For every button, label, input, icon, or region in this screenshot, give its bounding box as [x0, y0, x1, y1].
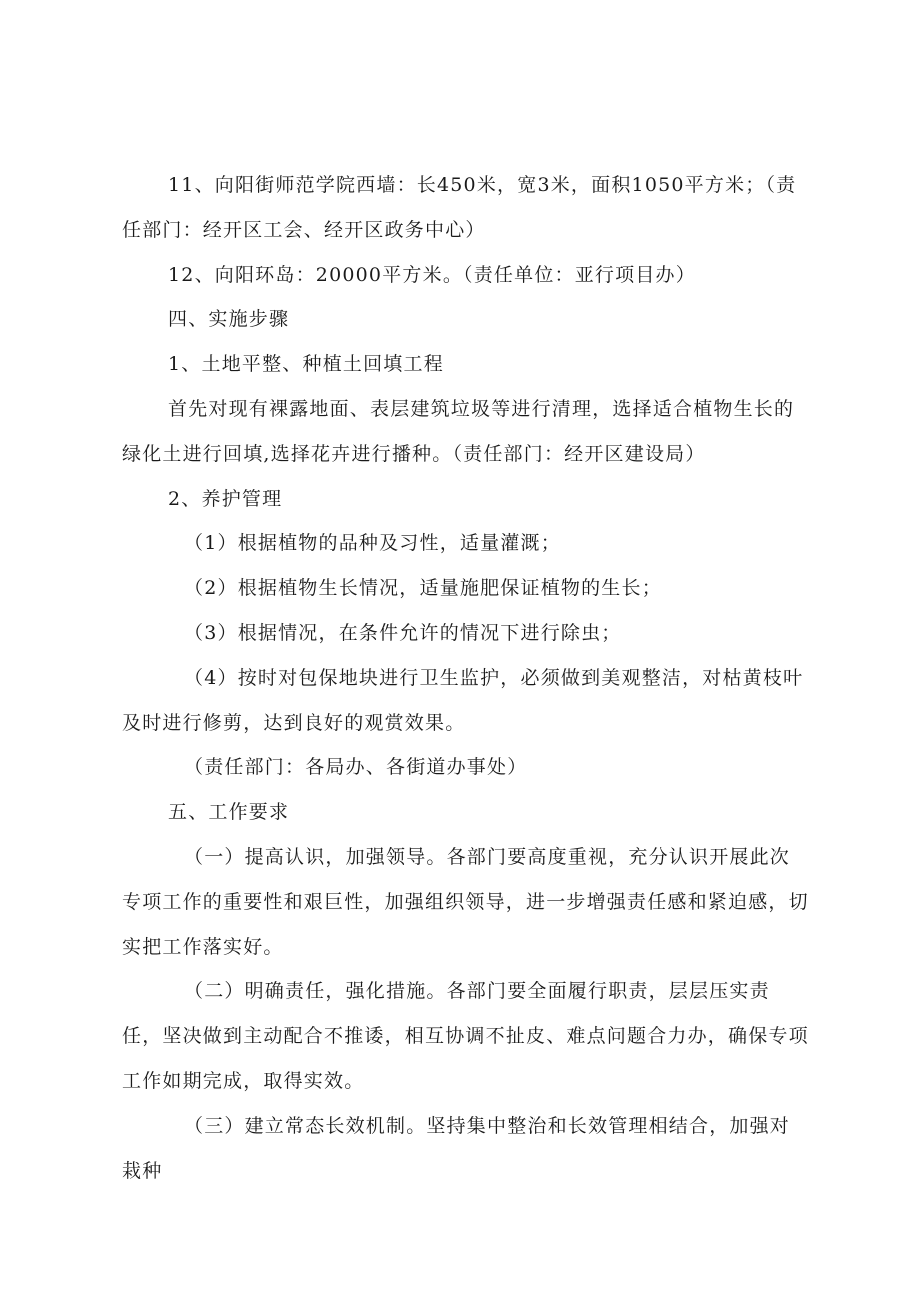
- section-4-heading: 四、实施步骤: [168, 308, 290, 331]
- requirement-3: （三）建立常态长效机制。坚持集中整治和长效管理相结合，加强对栽种: [122, 1114, 791, 1182]
- step-2-item-1: （1）根据植物的品种及习性，适量灌溉；: [184, 532, 561, 555]
- step-2-responsibility: （责任部门：各局办、各街道办事处）: [184, 756, 528, 779]
- step-2-item-3: （3）根据情况，在条件允许的情况下进行除虫；: [184, 621, 622, 644]
- requirement-2: （二）明确责任，强化措施。各部门要全面履行职责，层层压实责任，坚决做到主动配合不推诿，相互协调不扯皮、难点问题合力办，确保专项工作如期完成，取得实效。: [122, 980, 809, 1092]
- item-11-paragraph: 11、向阳街师范学院西墙：长450米，宽3米，面积1050平方米；（责任部门：经开区工会、经开区政务中心）: [122, 174, 797, 241]
- item-12-paragraph: 12、向阳环岛：20000平方米。（责任单位：亚行项目办）: [168, 263, 696, 286]
- step-1-body: 首先对现有裸露地面、表层建筑垃圾等进行清理，选择适合植物生长的绿化土进行回填,选择花卉进行播种。（责任部门：经开区建设局）: [122, 397, 795, 465]
- requirement-1: （一）提高认识，加强领导。各部门要高度重视，充分认识开展此次专项工作的重要性和艰巨性，加强组织领导，进一步增强责任感和紧迫感，切实把工作落实好。: [122, 845, 809, 958]
- step-2-item-2: （2）根据植物生长情况，适量施肥保证植物的生长；: [184, 577, 662, 600]
- document-body: [122, 163, 810, 1193]
- step-2-item-4: （4）按时对包保地块进行卫生监护，必须做到美观整洁，对枯黄枝叶及时进行修剪，达到良好的观赏效果。: [122, 666, 804, 734]
- section-5-heading: 五、工作要求: [168, 801, 290, 824]
- step-1-heading: 1、土地平整、种植土回填工程: [168, 353, 444, 376]
- step-2-heading: 2、养护管理: [168, 487, 283, 510]
